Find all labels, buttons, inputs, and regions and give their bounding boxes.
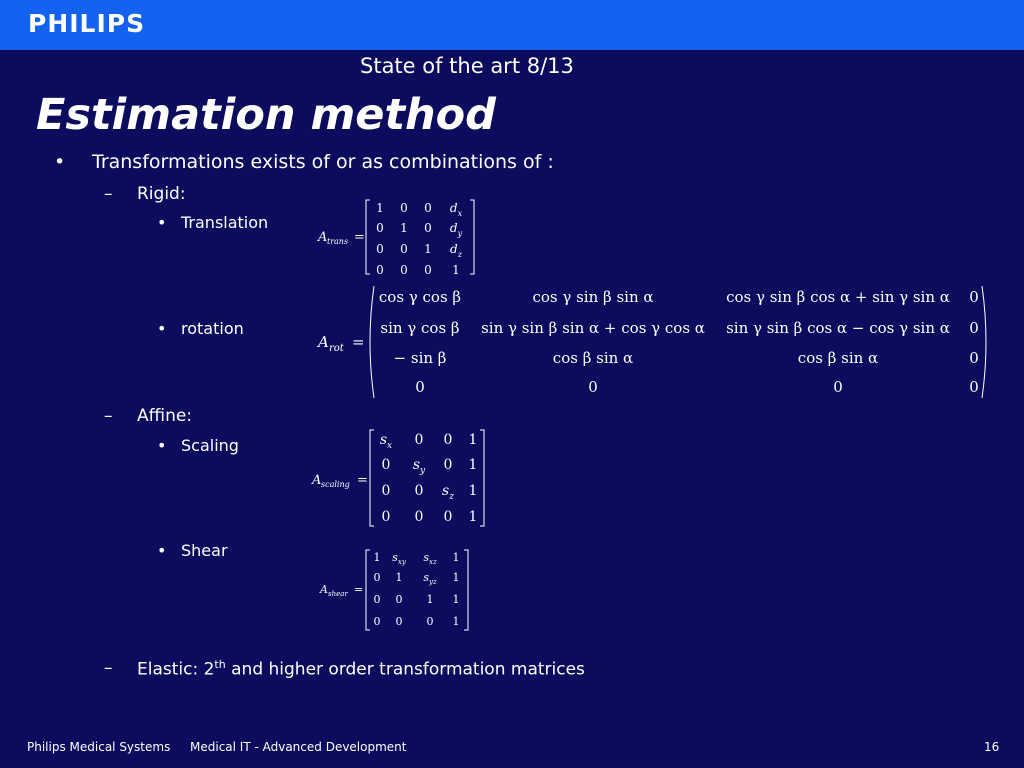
- bullet-dot: •: [54, 151, 66, 173]
- item-rigid: Rigid:: [137, 184, 186, 204]
- matrix-cell: 1: [468, 483, 478, 499]
- bullet-dot: •: [157, 436, 167, 455]
- matrix-cell: $s_x$: [379, 432, 393, 451]
- dash-marker: –: [104, 184, 113, 204]
- matrix-cell: 0: [414, 483, 424, 499]
- translation-matrix-svg: [318, 196, 488, 278]
- left-bracket: [366, 550, 370, 630]
- item-shear: Shear: [181, 541, 228, 560]
- matrix-sub: trans: [327, 237, 349, 246]
- matrix-cell: 0: [381, 457, 391, 473]
- matrix-cell: 0: [426, 615, 434, 628]
- left-bracket: [370, 430, 374, 526]
- matrix-cell: 0: [373, 571, 381, 584]
- philips-logo: PHILIPS: [28, 9, 146, 38]
- left-bracket: [370, 286, 374, 398]
- matrix-cell: 1: [468, 457, 478, 473]
- slide-title: Estimation method: [36, 90, 496, 140]
- matrix-sub: rot: [329, 343, 344, 354]
- left-bracket: [366, 200, 370, 274]
- matrix-cell: 1: [452, 593, 460, 606]
- item-scaling: Scaling: [181, 436, 239, 455]
- right-bracket: [464, 550, 468, 630]
- matrix-label: A: [312, 473, 322, 488]
- right-bracket: [480, 430, 484, 526]
- matrix-cell: 0: [400, 242, 408, 256]
- rotation-matrix-svg: [318, 282, 998, 402]
- matrix-cell: 1: [400, 221, 408, 235]
- matrix-cell: 0: [969, 378, 979, 396]
- bullet-dot: •: [157, 213, 167, 232]
- matrix-cell: 1: [452, 571, 460, 584]
- matrix-cell: 0: [424, 263, 432, 277]
- bullet-dot: •: [157, 541, 167, 560]
- item-affine: Affine:: [137, 406, 193, 426]
- equals-sign: =: [352, 333, 365, 351]
- matrix-cell: 0: [969, 319, 979, 337]
- matrix-cell: sin γ sin β sin α + cos γ cos α: [481, 319, 705, 337]
- matrix-cell: 0: [381, 509, 391, 525]
- matrix-cell: 0: [395, 593, 403, 606]
- matrix-cell: 0: [373, 615, 381, 628]
- bullet-dot: •: [157, 319, 167, 338]
- header-bar: [0, 0, 1024, 50]
- matrix-cell: 0: [400, 263, 408, 277]
- matrix-cell: 0: [373, 593, 381, 606]
- matrix-cell: 0: [443, 432, 453, 448]
- dash-marker: –: [104, 658, 113, 678]
- shear-matrix: [320, 546, 480, 638]
- matrix-cell: 0: [833, 378, 843, 396]
- matrix-cell: $d_x$: [449, 201, 463, 218]
- rotation-matrix: [318, 282, 998, 406]
- matrix-cell: 1: [424, 242, 432, 256]
- equals-sign: =: [357, 473, 368, 488]
- matrix-cell: 0: [381, 483, 391, 499]
- matrix-cell: 0: [376, 242, 384, 256]
- matrix-cell: cos γ sin β sin α: [532, 288, 654, 306]
- elastic-pre: Elastic: 2: [137, 659, 215, 680]
- matrix-cell: 0: [415, 378, 425, 396]
- slide-subtitle: State of the art 8/13: [360, 54, 574, 78]
- matrix-cell: 0: [443, 509, 453, 525]
- footer-company: Philips Medical Systems: [27, 740, 171, 754]
- matrix-cell: $d_y$: [449, 221, 463, 238]
- matrix-sub: scaling: [321, 480, 350, 489]
- matrix-cell: 1: [395, 571, 403, 584]
- bullet-main: Transformations exists of or as combinations of :: [92, 151, 554, 173]
- scaling-matrix: [312, 426, 492, 534]
- matrix-cell: 0: [400, 201, 408, 215]
- matrix-cell: 0: [969, 288, 979, 306]
- matrix-cell: 0: [443, 457, 453, 473]
- matrix-cell: cos β sin α: [552, 349, 634, 367]
- matrix-cell: 1: [452, 263, 460, 277]
- matrix-cell: 0: [414, 432, 424, 448]
- matrix-cell: 0: [414, 509, 424, 525]
- matrix-cell: 1: [468, 432, 478, 448]
- translation-matrix: [318, 196, 488, 282]
- matrix-label: A: [318, 230, 328, 245]
- footer-department: Medical IT - Advanced Development: [190, 740, 407, 754]
- matrix-cell: cos β sin α: [797, 349, 879, 367]
- matrix-cell: $d_z$: [450, 242, 462, 259]
- shear-matrix-svg: [320, 546, 480, 634]
- matrix-cell: sin γ sin β cos α − cos γ sin α: [726, 319, 950, 337]
- footer-page-number: 16: [984, 740, 1000, 754]
- matrix-cell: 1: [468, 509, 478, 525]
- matrix-cell: 1: [452, 615, 460, 628]
- right-bracket: [470, 200, 474, 274]
- matrix-cell: cos γ cos β: [378, 288, 462, 306]
- matrix-cell: $s_{xy}$: [392, 551, 406, 566]
- elastic-sup: th: [214, 658, 226, 671]
- matrix-cell: cos γ sin β cos α + sin γ sin α: [726, 288, 950, 306]
- matrix-cell: 1: [376, 201, 384, 215]
- matrix-cell: 0: [376, 221, 384, 235]
- matrix-cell: $s_{yz}$: [423, 571, 437, 586]
- right-bracket: [982, 286, 986, 398]
- matrix-cell: 0: [395, 615, 403, 628]
- equals-sign: =: [354, 583, 364, 596]
- matrix-cell: 0: [424, 221, 432, 235]
- dash-marker: –: [104, 406, 113, 426]
- matrix-label: A: [318, 333, 329, 351]
- matrix-cell: sin γ cos β: [380, 319, 460, 337]
- item-translation: Translation: [181, 213, 269, 232]
- scaling-matrix-svg: [312, 426, 492, 530]
- matrix-sub: shear: [328, 590, 348, 598]
- matrix-cell: 1: [373, 551, 381, 564]
- item-rotation: rotation: [181, 319, 244, 338]
- item-elastic: [137, 658, 585, 680]
- matrix-cell: − sin β: [393, 349, 447, 367]
- matrix-cell: $s_{xz}$: [423, 551, 437, 566]
- matrix-cell: $s_y$: [412, 457, 426, 476]
- equals-sign: =: [354, 230, 365, 245]
- matrix-cell: 1: [452, 551, 460, 564]
- matrix-cell: 0: [424, 201, 432, 215]
- matrix-cell: 1: [426, 593, 434, 606]
- matrix-cell: 0: [588, 378, 598, 396]
- matrix-label: A: [320, 583, 328, 596]
- matrix-cell: 0: [969, 349, 979, 367]
- elastic-post: and higher order transformation matrices: [225, 659, 585, 680]
- matrix-cell: $s_z$: [442, 483, 454, 502]
- matrix-cell: 0: [376, 263, 384, 277]
